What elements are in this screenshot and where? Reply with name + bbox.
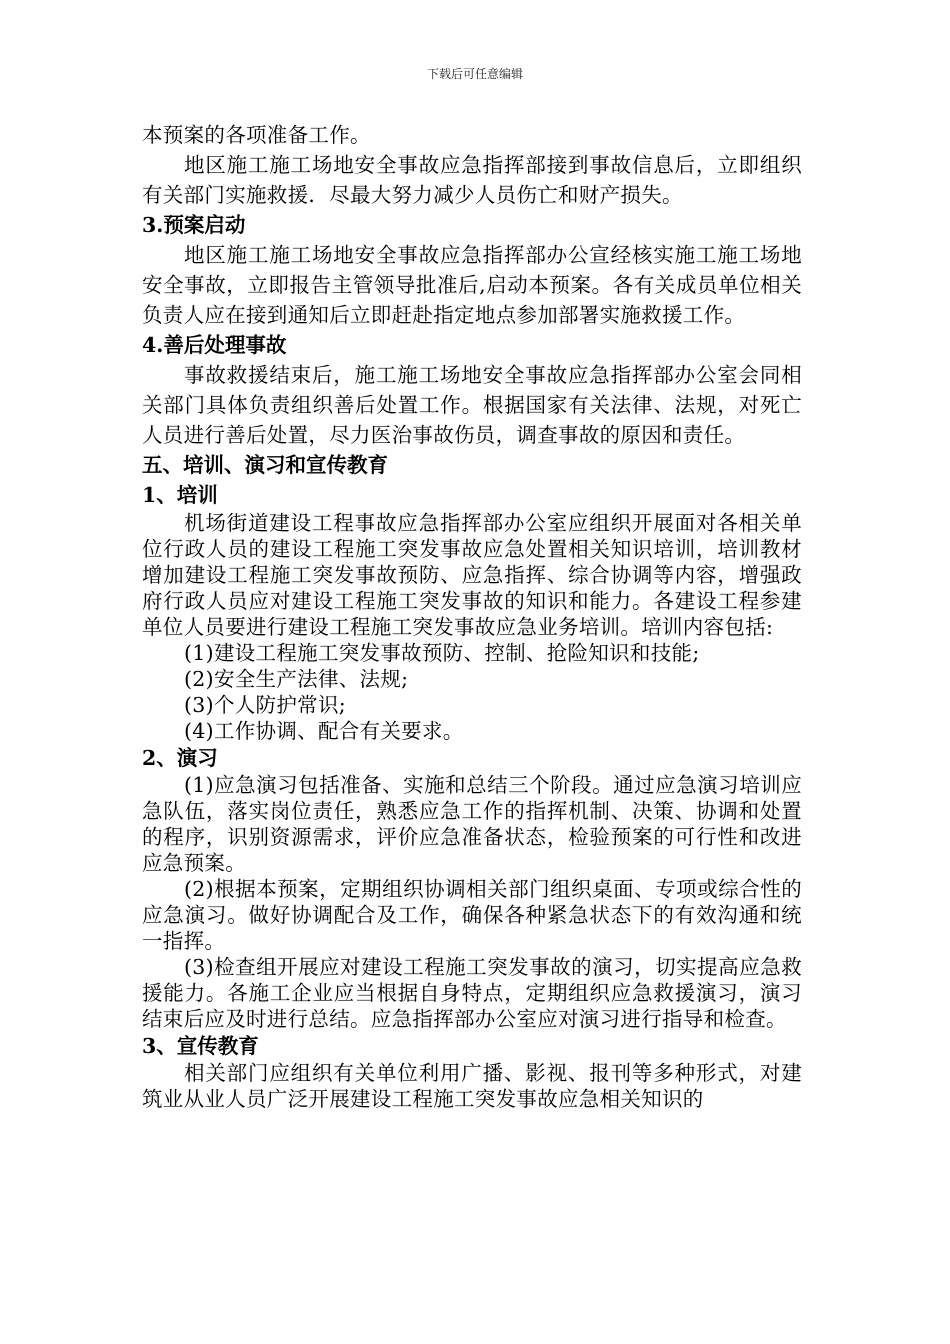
list-item: (1)建设工程施工突发事故预防、控制、抢险知识和技能;: [184, 641, 700, 665]
section-heading: 4.善后处理事故: [142, 333, 287, 357]
paragraph: 本预案的各项准备工作。: [142, 123, 371, 147]
page-header: 下载后可任意编辑: [426, 67, 523, 81]
paragraph: 机场街道建设工程事故应急指挥部办公室应组织开展面对各相关单位行政人员的建设工程施工突发事故应急处置相关知识培训，培训教材增加建设工程施工突发事故预防、应急指挥、综合协调等内容，增强政府行政人员应对建设工程施工突发事故的知识和能力。各建设工程参建单位人员要进行建设工程施工突发事故应急业务培训。培训内容包括:: [142, 511, 802, 639]
list-item: (3)个人防护常识;: [184, 693, 346, 717]
section-heading: 3.预案启动: [142, 213, 246, 237]
list-item: (4)工作协调、配合有关要求。: [184, 719, 464, 743]
list-item: (2)安全生产法律、法规;: [184, 667, 409, 691]
training-section: [142, 510, 802, 1112]
paragraph: 地区施工施工场地安全事故应急指挥部办公宣经核实施工施工场地安全事故，立即报告主管领导批准后,启动本预案。各有关成员单位相关负责人应在接到通知后立即赶赴指定地点参加部署实施救援工作。: [142, 243, 802, 327]
chapter-heading: 五、培训、演习和宣传教育: [142, 453, 388, 477]
paragraph: (2)根据本预案，定期组织协调相关部门组织桌面、专项或综合性的应急演习。做好协调配合及工作，确保各种紧急状态下的有效沟通和统一指挥。: [142, 877, 802, 953]
paragraph: (3)检查组开展应对建设工程施工突发事故的演习，切实提高应急救援能力。各施工企业应当根据自身特点，定期组织应急救援演习，演习结束后应及时进行总结。应急指挥部办公室应对演习进行指导和检查。: [142, 955, 802, 1031]
paragraph: (1)应急演习包括准备、实施和总结三个阶段。通过应急演习培训应急队伍，落实岗位责任，熟悉应急工作的指挥机制、决策、协调和处置的程序，识别资源需求，评价应急准备状态，检验预案的可行性和改进应急预案。: [142, 773, 802, 875]
paragraph: 相关部门应组织有关单位利用广播、影视、报刊等多种形式，对建筑业从业人员广泛开展建设工程施工突发事故应急相关知识的: [142, 1061, 802, 1111]
document-body: [142, 120, 802, 1112]
section-heading: 3、宣传教育: [142, 1034, 259, 1058]
section-heading: 1、培训: [142, 483, 218, 507]
section-heading: 2、演习: [142, 746, 218, 770]
paragraph: 地区施工施工场地安全事故应急指挥部接到事故信息后，立即组织有关部门实施救援．尽最大努力减少人员伤亡和财产损失。: [142, 153, 802, 207]
paragraph: 事故救援结束后，施工施工场地安全事故应急指挥部办公室会同相关部门具体负责组织善后处置工作。根据国家有关法律、法规，对死亡人员进行善后处置，尽力医治事故伤员，调查事故的原因和责任。: [142, 363, 802, 447]
